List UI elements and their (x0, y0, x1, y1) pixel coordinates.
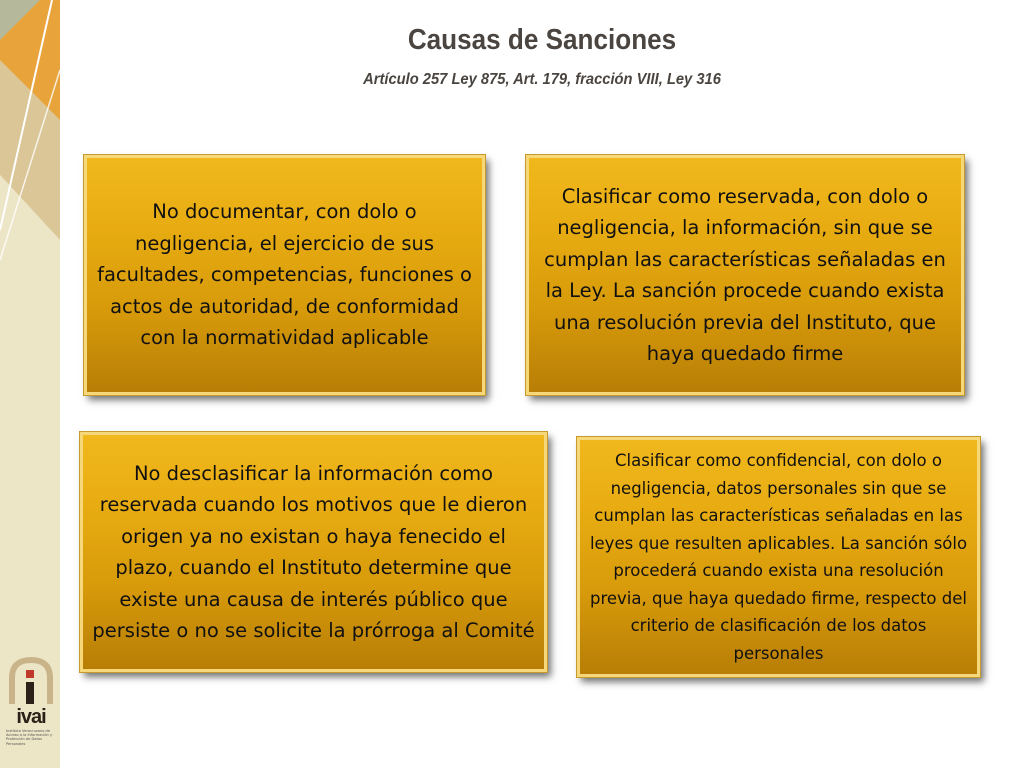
sanction-card-1-text: No documentar, con dolo o negligencia, el ejercicio de sus facultades, competencias, funciones o actos de autoridad, de conformidad con la normatividad aplicable (97, 200, 472, 350)
sanction-card-4-text: Clasificar como confidencial, con dolo o negligencia, datos personales sin que se cumplan las características señaladas en las leyes que resulten aplicables. La sanción sólo procederá cuando exista una resolución previa, que haya quedado firme, respecto del criterio de clasificación de los datos personales (589, 451, 968, 663)
sanction-card-1 (84, 155, 485, 395)
decorative-sidebar (0, 0, 60, 768)
logo-subtitle: Instituto Veracruzano de Acceso a la Información y Protección de Datos Personales (6, 729, 53, 746)
sanction-card-2 (526, 155, 964, 395)
sanction-card-2-text: Clasificar como reservada, con dolo o negligencia, la información, sin que se cumplan las características señaladas en la Ley. La sanción procede cuando exista una resolución previa del Instituto, que haya quedado firme (544, 184, 946, 365)
sanction-card-4 (577, 437, 980, 677)
page-subtitle: Artículo 257 Ley 875, Art. 179, fracción VIII, Ley 316 (363, 71, 721, 88)
sidebar-shapes-icon (0, 0, 60, 768)
sanction-card-3-text: No desclasificar la información como reservada cuando los motivos que le dieron origen ya no existan o haya fenecido el plazo, cuando el Instituto determine que existe una causa de interés público que persiste o no se solicite la prórroga al Comité (92, 461, 535, 642)
page-title: Causas de Sanciones (407, 24, 677, 56)
sanction-card-3 (80, 432, 547, 672)
logo-name: ivai (16, 706, 46, 728)
